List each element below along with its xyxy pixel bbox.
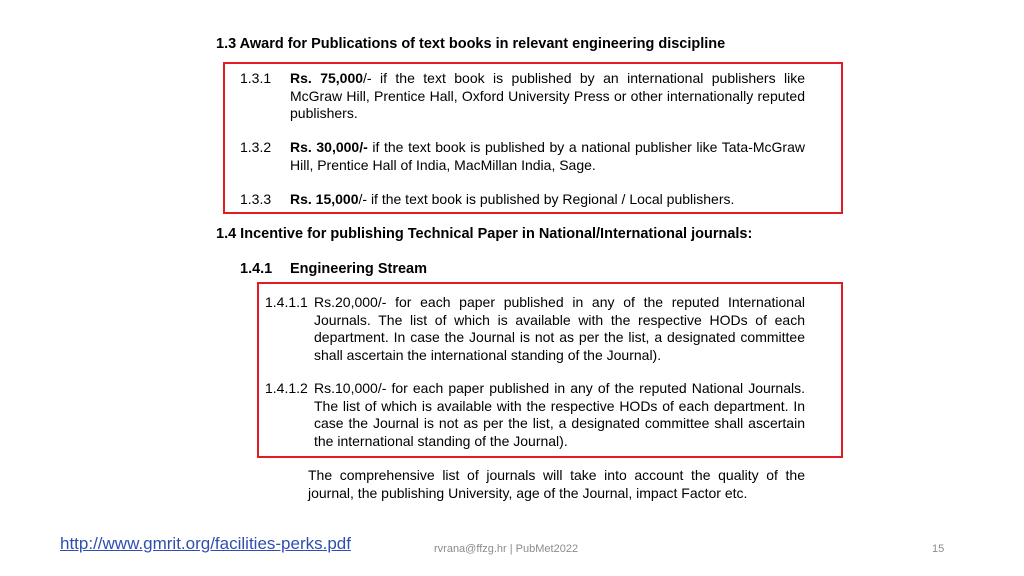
award-description: /- if the text book is published by an international publishers like McGraw Hill, Prentice Hall, Oxford University Press or other internationally reputed publishers. bbox=[290, 70, 806, 121]
award-amount: Rs. 15,000 bbox=[290, 191, 359, 207]
item-number: 1.3.1 bbox=[240, 70, 272, 86]
award-amount: Rs. 30,000/- bbox=[290, 139, 368, 155]
item-text: Rs.20,000/- for each paper published in any of the reputed International Journals. The list of which is available with the respective HODs of each department. In case the Journal is not as per the list, a designated committee shall ascertain the international standing of the Journal). bbox=[314, 294, 805, 363]
item-text: Rs.10,000/- for each paper published in any of the reputed National Journals. The list of which is available with the respective HODs of each department. In case the Journal is not as per the list, a designated committee shall ascertain the international standing of the Journal). bbox=[314, 380, 805, 449]
section-1-4-heading: 1.4 Incentive for publishing Technical Paper in National/International journals: bbox=[216, 226, 753, 242]
subheading-label: Engineering Stream bbox=[290, 261, 427, 277]
section-1-3-heading: 1.3 Award for Publications of text books in relevant engineering discipline bbox=[216, 36, 726, 52]
slide-number: 15 bbox=[932, 543, 945, 555]
note-text: The comprehensive list of journals will take into account the quality of the journal, the publishing University, age of the Journal, impact Factor etc. bbox=[308, 467, 805, 501]
award-description: /- if the text book is published by Regional / Local publishers. bbox=[358, 191, 735, 207]
award-amount: Rs. 75,000 bbox=[290, 70, 364, 86]
item-text bbox=[290, 139, 805, 174]
award-description: if the text book is published by a national publisher like Tata-McGraw Hill, Prentice Hall of India, MacMillan India, Sage. bbox=[290, 139, 805, 173]
source-link[interactable]: http://www.gmrit.org/facilities-perks.pdf bbox=[60, 534, 351, 553]
item-number: 1.4.1.2 bbox=[265, 380, 308, 396]
subheading-number: 1.4.1 bbox=[240, 261, 273, 277]
item-text bbox=[290, 70, 805, 123]
item-number: 1.4.1.1 bbox=[265, 294, 308, 310]
item-number: 1.3.3 bbox=[240, 191, 272, 207]
item-text bbox=[290, 191, 805, 209]
item-number: 1.3.2 bbox=[240, 139, 272, 155]
footer-credit: rvrana@ffzg.hr | PubMet2022 bbox=[434, 543, 579, 555]
